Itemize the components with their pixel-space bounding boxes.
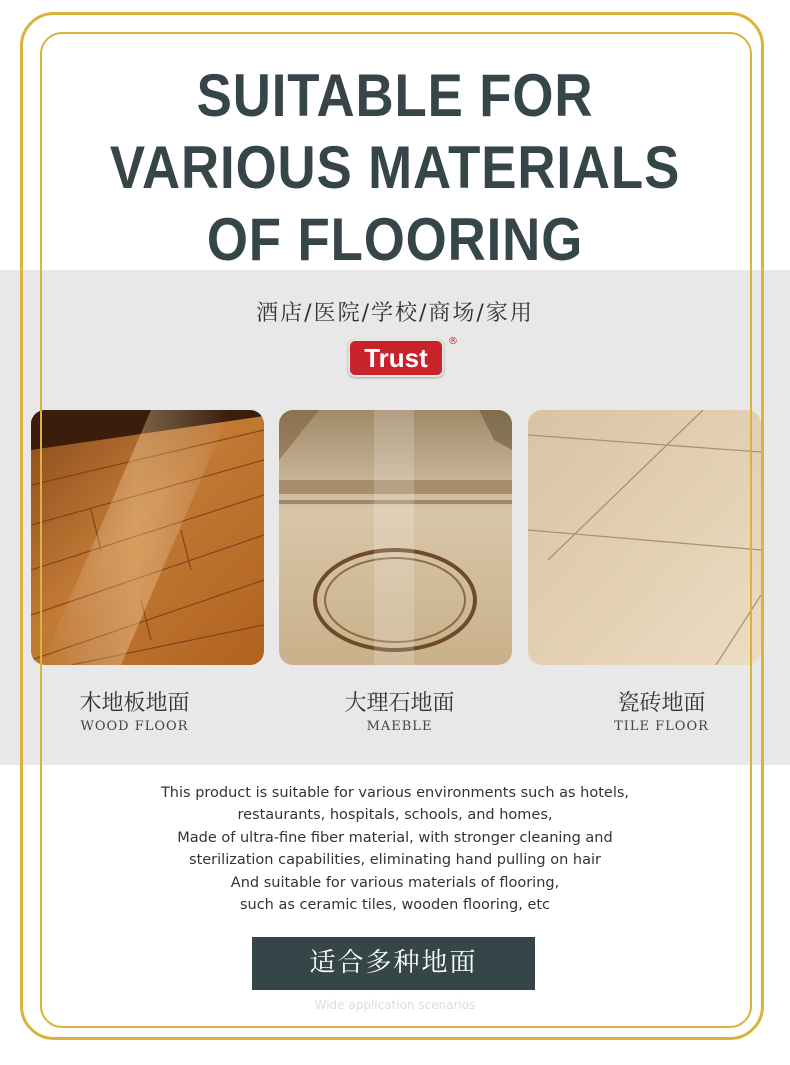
headline-line-3: OF FLOORING [206, 206, 584, 273]
banner-subtitle: Wide application scenarios [314, 998, 476, 1012]
floor-label-cn: 瓷砖地面 [617, 691, 706, 716]
description-line: This product is suitable for various environments such as hotels, [160, 785, 630, 801]
marble-floor-photo [279, 410, 512, 665]
headline-line-1: SUITABLE FOR [196, 62, 594, 129]
floor-caption-marble [283, 690, 516, 736]
wood-floor-photo [31, 410, 264, 665]
floor-caption-wood [18, 690, 251, 736]
description-line: And suitable for various materials of flooring, [230, 874, 560, 891]
floor-label-en: WOOD FLOOR [80, 719, 189, 734]
registered-mark: ® [448, 336, 458, 347]
headline-line-2: VARIOUS MATERIALS [109, 134, 681, 201]
floor-label-cn: 木地板地面 [79, 691, 190, 716]
venues-text: 酒店/医院/学校/商场/家用 [256, 301, 534, 326]
tile-floor-photo [528, 410, 761, 665]
floor-caption-tile [545, 690, 778, 736]
floor-label-cn: 大理石地面 [344, 691, 455, 716]
suitable-floors-banner: 适合多种地面 [252, 937, 535, 990]
description-line: restaurants, hospitals, schools, and homes, [237, 807, 553, 824]
floor-label-en: TILE FLOOR [614, 719, 709, 734]
description [0, 782, 790, 916]
trust-logo: Trust [348, 339, 444, 377]
description-line: such as ceramic tiles, wooden flooring, etc [239, 897, 551, 914]
floor-label-en: MAEBLE [366, 719, 433, 734]
description-line: Made of ultra-fine fiber material, with stronger cleaning and [177, 829, 613, 846]
headline [47, 60, 742, 276]
description-line: sterilization capabilities, eliminating hand pulling on hair [189, 852, 601, 869]
